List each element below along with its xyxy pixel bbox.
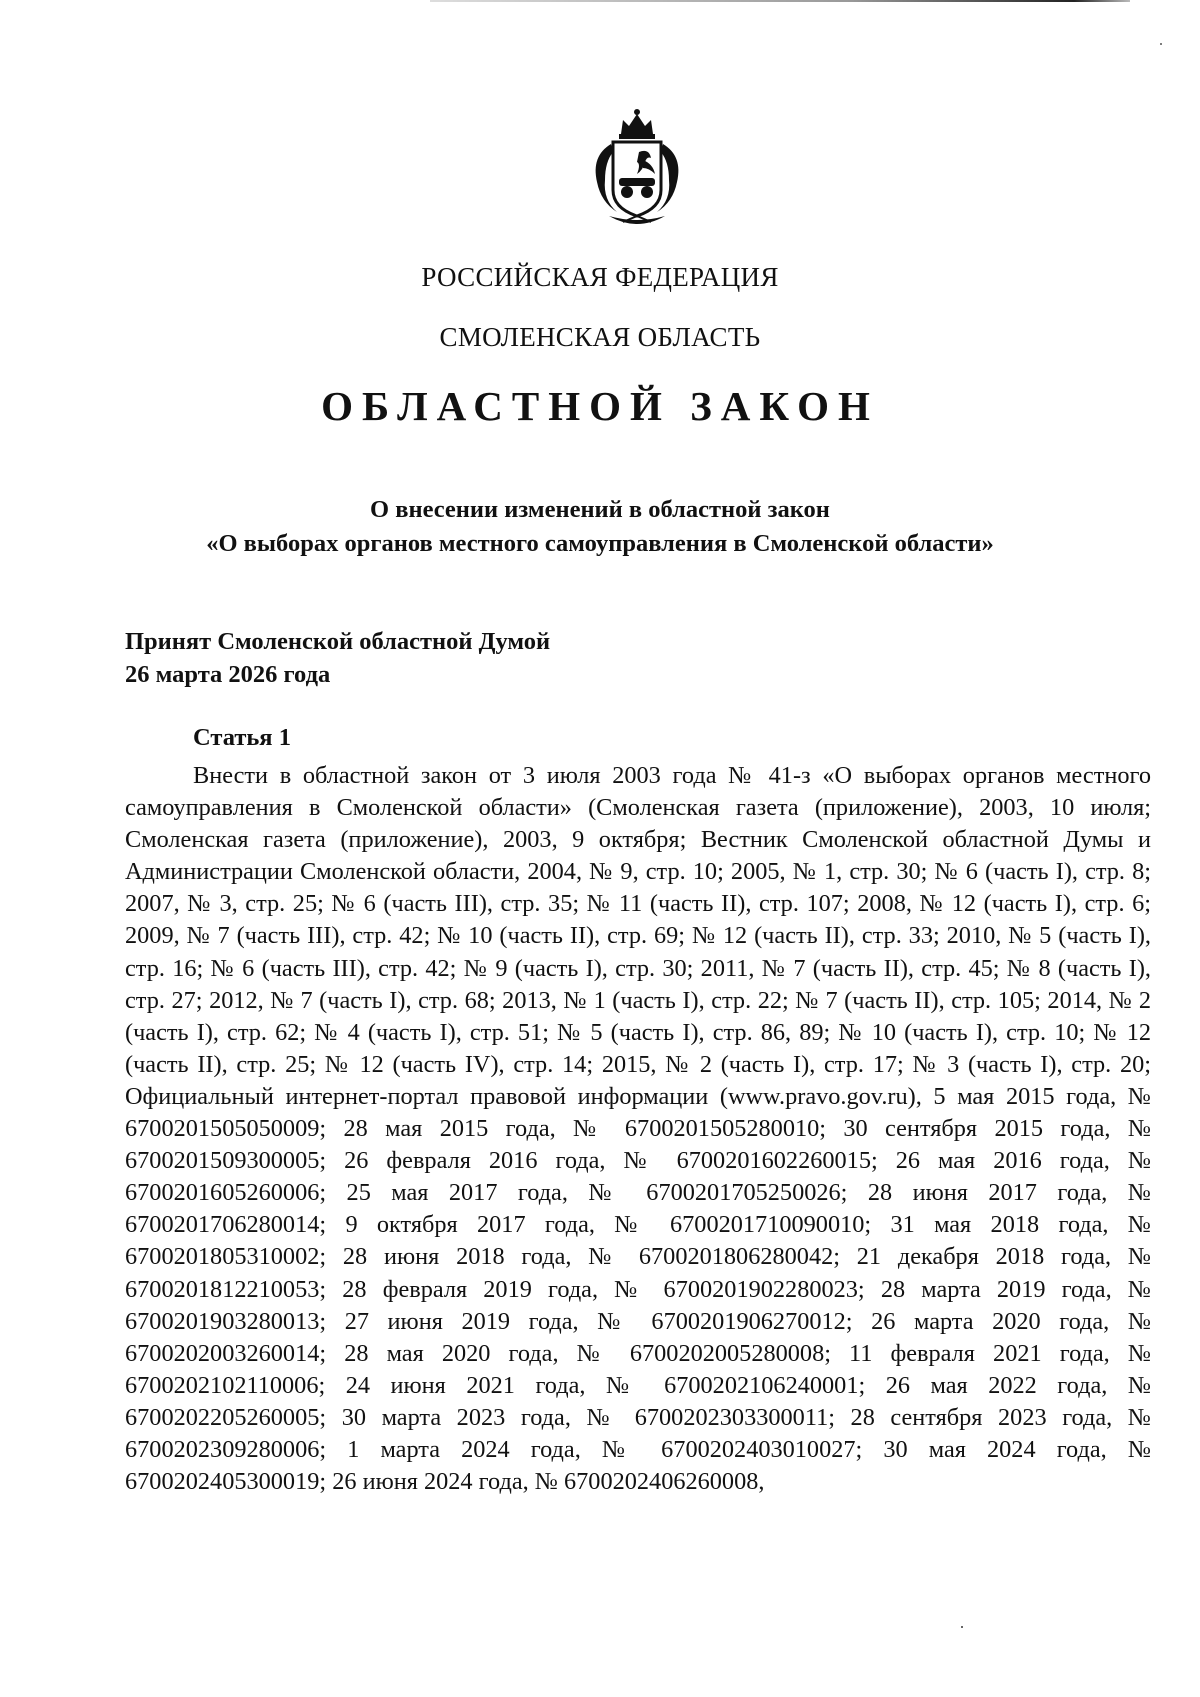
article-heading: Статья 1	[193, 724, 291, 751]
scan-speck	[961, 1626, 963, 1628]
smolensk-coat-of-arms-icon	[583, 104, 691, 232]
scan-speck	[1160, 43, 1162, 45]
scan-edge-line	[430, 0, 1130, 2]
article-body: Внести в областной закон от 3 июля 2003 года № 41-з «О выборах органов местного самоуправления в Смоленской области» (Смоленская газета (приложение), 2003, 10 июля; Смоленская газета (приложение), 2003, 9 октября; Вестник Смоленской областной Думы и Администрации Смоленской области, 2004, № 9, стр. 10; 2005, № 1, стр. 30; № 6 (часть I), стр. 8; 2007, № 3, стр. 25; № 6 (часть III), стр. 35; № 11 (часть II), стр. 107; 2008, № 12 (часть I), стр. 6; 2009, № 7 (часть III), стр. 42; № 10 (часть II), стр. 69; № 12 (часть II), стр. 33; 2010, № 5 (часть I), стр. 16; № 6 (часть III), стр. 42; № 9 (часть I), стр. 30; 2011, № 7 (часть II), стр. 45; № 8 (часть I), стр. 27; 2012, № 7 (часть I), стр. 68; 2013, № 1 (часть I), стр. 22; № 7 (часть II), стр. 105; 2014, № 2 (часть I), стр. 62; № 4 (часть I), стр. 51; № 5 (часть I), стр. 86, 89; № 10 (часть I), стр. 10; № 12 (часть II), стр. 25; № 12 (часть IV), стр. 14; 2015, № 2 (часть I), стр. 17; № 3 (часть I), стр. 20; Официальный интернет-портал правовой информации (www.pravo.gov.ru), 5 мая 2015 года, № 6700201505050009; 28 мая 2015 года, № 6700201505280010; 30 сентября 2015 года, № 6700201509300005; 26 февраля 2016 года, № 6700201602260015; 26 мая 2016 года, № 6700201605260006; 25 мая 2017 года, № 6700201705250026; 28 июня 2017 года, № 6700201706280014; 9 октября 2017 года, № 6700201710090010; 31 мая 2018 года, № 6700201805310002; 28 июня 2018 года, № 6700201806280042; 21 декабря 2018 года, № 6700201812210053; 28 февраля 2019 года, № 6700201902280023; 28 марта 2019 года, № 6700201903280013; 27 июня 2019 года, № 6700201906270012; 26 марта 2020 года, № 6700202003260014; 28 мая 2020 года, № 6700202005280008; 11 февраля 2021 года, № 6700202102110006; 24 июня 2021 года, № 6700202106240001; 26 мая 2022 года, № 6700202205260005; 30 марта 2023 года, № 6700202303300011; 28 сентября 2023 года, № 6700202309280006; 1 марта 2024 года, № 6700202403010027; 30 мая 2024 года, № 6700202405300019; 26 июня 2024 года, № 6700202406260008,	[125, 762, 1151, 1496]
adoption-date: 26 марта 2026 года	[125, 661, 331, 688]
adoption-body: Принят Смоленской областной Думой	[125, 628, 551, 655]
law-title-line-2: «О выборах органов местного самоуправления в Смоленской области»	[206, 530, 994, 557]
law-title-line-1: О внесении изменений в областной закон	[370, 496, 830, 523]
law-title	[0, 493, 1200, 561]
document-type: ОБЛАСТНОЙ ЗАКОН	[321, 383, 879, 429]
region-name: СМОЛЕНСКАЯ ОБЛАСТЬ	[439, 322, 761, 352]
country-name: РОССИЙСКАЯ ФЕДЕРАЦИЯ	[421, 262, 779, 292]
adoption-note	[125, 625, 550, 691]
